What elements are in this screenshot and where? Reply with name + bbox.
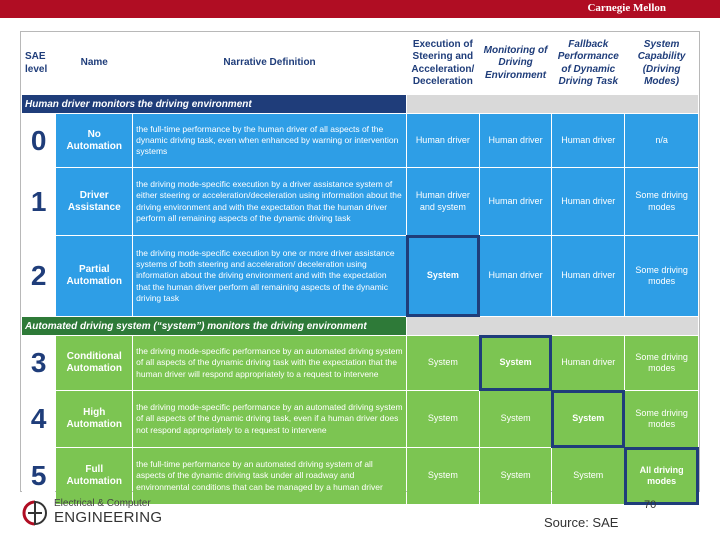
level-name: Driver Assistance	[56, 168, 132, 235]
execution-cell: System	[407, 336, 479, 390]
header-execution: Execution of Steering and Acceleration/ Deceleration	[407, 33, 479, 94]
section-automated	[22, 317, 698, 335]
level-name: No Automation	[56, 114, 132, 167]
header-name: Name	[56, 33, 132, 94]
header-fallback: Fallback Performance of Dynamic Driving Task	[552, 33, 624, 94]
top-banner	[0, 0, 720, 18]
sae-levels-table	[20, 31, 700, 492]
capability-cell: All driving modes	[625, 448, 698, 504]
level-row-1	[22, 168, 698, 235]
ece-logo	[22, 497, 172, 529]
capability-cell: Some driving modes	[625, 168, 698, 235]
section-automated-label: Automated driving system (“system”) monitors the driving environment	[22, 317, 406, 335]
capability-cell: Some driving modes	[625, 336, 698, 390]
monitoring-cell: System	[480, 391, 552, 447]
page-number: 70	[644, 499, 657, 511]
level-definition: the full-time performance by the human driver of all aspects of the dynamic driving task, even when enhanced by warning or intervention systems	[133, 114, 406, 167]
fallback-cell: System	[552, 448, 624, 504]
execution-cell: System	[407, 448, 479, 504]
fallback-cell: Human driver	[552, 168, 624, 235]
level-number: 5	[22, 448, 55, 504]
monitoring-cell: Human driver	[480, 236, 552, 316]
level-definition: the driving mode-specific performance by an automated driving system of all aspects of the dynamic driving task, even if a human driver does not respond appropriately to a request to intervene	[133, 391, 406, 447]
level-name: Partial Automation	[56, 236, 132, 316]
level-row-0	[22, 114, 698, 167]
level-number: 3	[22, 336, 55, 390]
header-capability: System Capability (Driving Modes)	[625, 33, 698, 94]
level-name: Full Automation	[56, 448, 132, 504]
level-number: 2	[22, 236, 55, 316]
level-row-3	[22, 336, 698, 390]
execution-cell: System	[407, 391, 479, 447]
fallback-cell: Human driver	[552, 114, 624, 167]
ece-logo-icon	[22, 499, 48, 527]
monitoring-cell: Human driver	[480, 114, 552, 167]
header-monitoring: Monitoring of Driving Environment	[480, 33, 552, 94]
level-row-2	[22, 236, 698, 316]
monitoring-cell: System	[480, 336, 552, 390]
header-row	[22, 33, 698, 94]
source-caption: Source: SAE	[544, 515, 619, 530]
level-row-4	[22, 391, 698, 447]
section-spacer	[407, 317, 698, 335]
level-name: High Automation	[56, 391, 132, 447]
capability-cell: Some driving modes	[625, 236, 698, 316]
level-number: 4	[22, 391, 55, 447]
level-name: Conditional Automation	[56, 336, 132, 390]
level-definition: the driving mode-specific execution by a driver assistance system of either steering or acceleration/deceleration using information about the driving environment and with the expectation that the human driver perform all remaining aspects of the dynamic driving task	[133, 168, 406, 235]
monitoring-cell: System	[480, 448, 552, 504]
level-number: 1	[22, 168, 55, 235]
level-definition: the driving mode-specific performance by an automated driving system of all aspects of the dynamic driving task with the expectation that the human driver will respond appropriately to a request to intervene	[133, 336, 406, 390]
section-spacer	[407, 95, 698, 113]
capability-cell: n/a	[625, 114, 698, 167]
execution-cell: Human driver and system	[407, 168, 479, 235]
execution-cell: System	[407, 236, 479, 316]
fallback-cell: Human driver	[552, 236, 624, 316]
university-wordmark: Carnegie Mellon	[587, 2, 666, 14]
fallback-cell: System	[552, 391, 624, 447]
logo-line-2: ENGINEERING	[54, 509, 163, 526]
fallback-cell: Human driver	[552, 336, 624, 390]
section-human	[22, 95, 698, 113]
level-definition: the full-time performance by an automated driving system of all aspects of the dynamic driving task under all roadway and environmental conditions that can be managed by a human driver	[133, 448, 406, 504]
execution-cell: Human driver	[407, 114, 479, 167]
header-level: SAE level	[22, 33, 55, 94]
logo-line-1: Electrical & Computer	[54, 498, 151, 509]
level-definition: the driving mode-specific execution by one or more driver assistance systems of both steering and acceleration/ deceleration using information about the driving environment and with the expectation that the human driver perform all remaining aspects of the dynamic driving task	[133, 236, 406, 316]
section-human-label: Human driver monitors the driving environment	[22, 95, 406, 113]
level-row-5	[22, 448, 698, 504]
monitoring-cell: Human driver	[480, 168, 552, 235]
capability-cell: Some driving modes	[625, 391, 698, 447]
header-definition: Narrative Definition	[133, 33, 406, 94]
level-number: 0	[22, 114, 55, 167]
